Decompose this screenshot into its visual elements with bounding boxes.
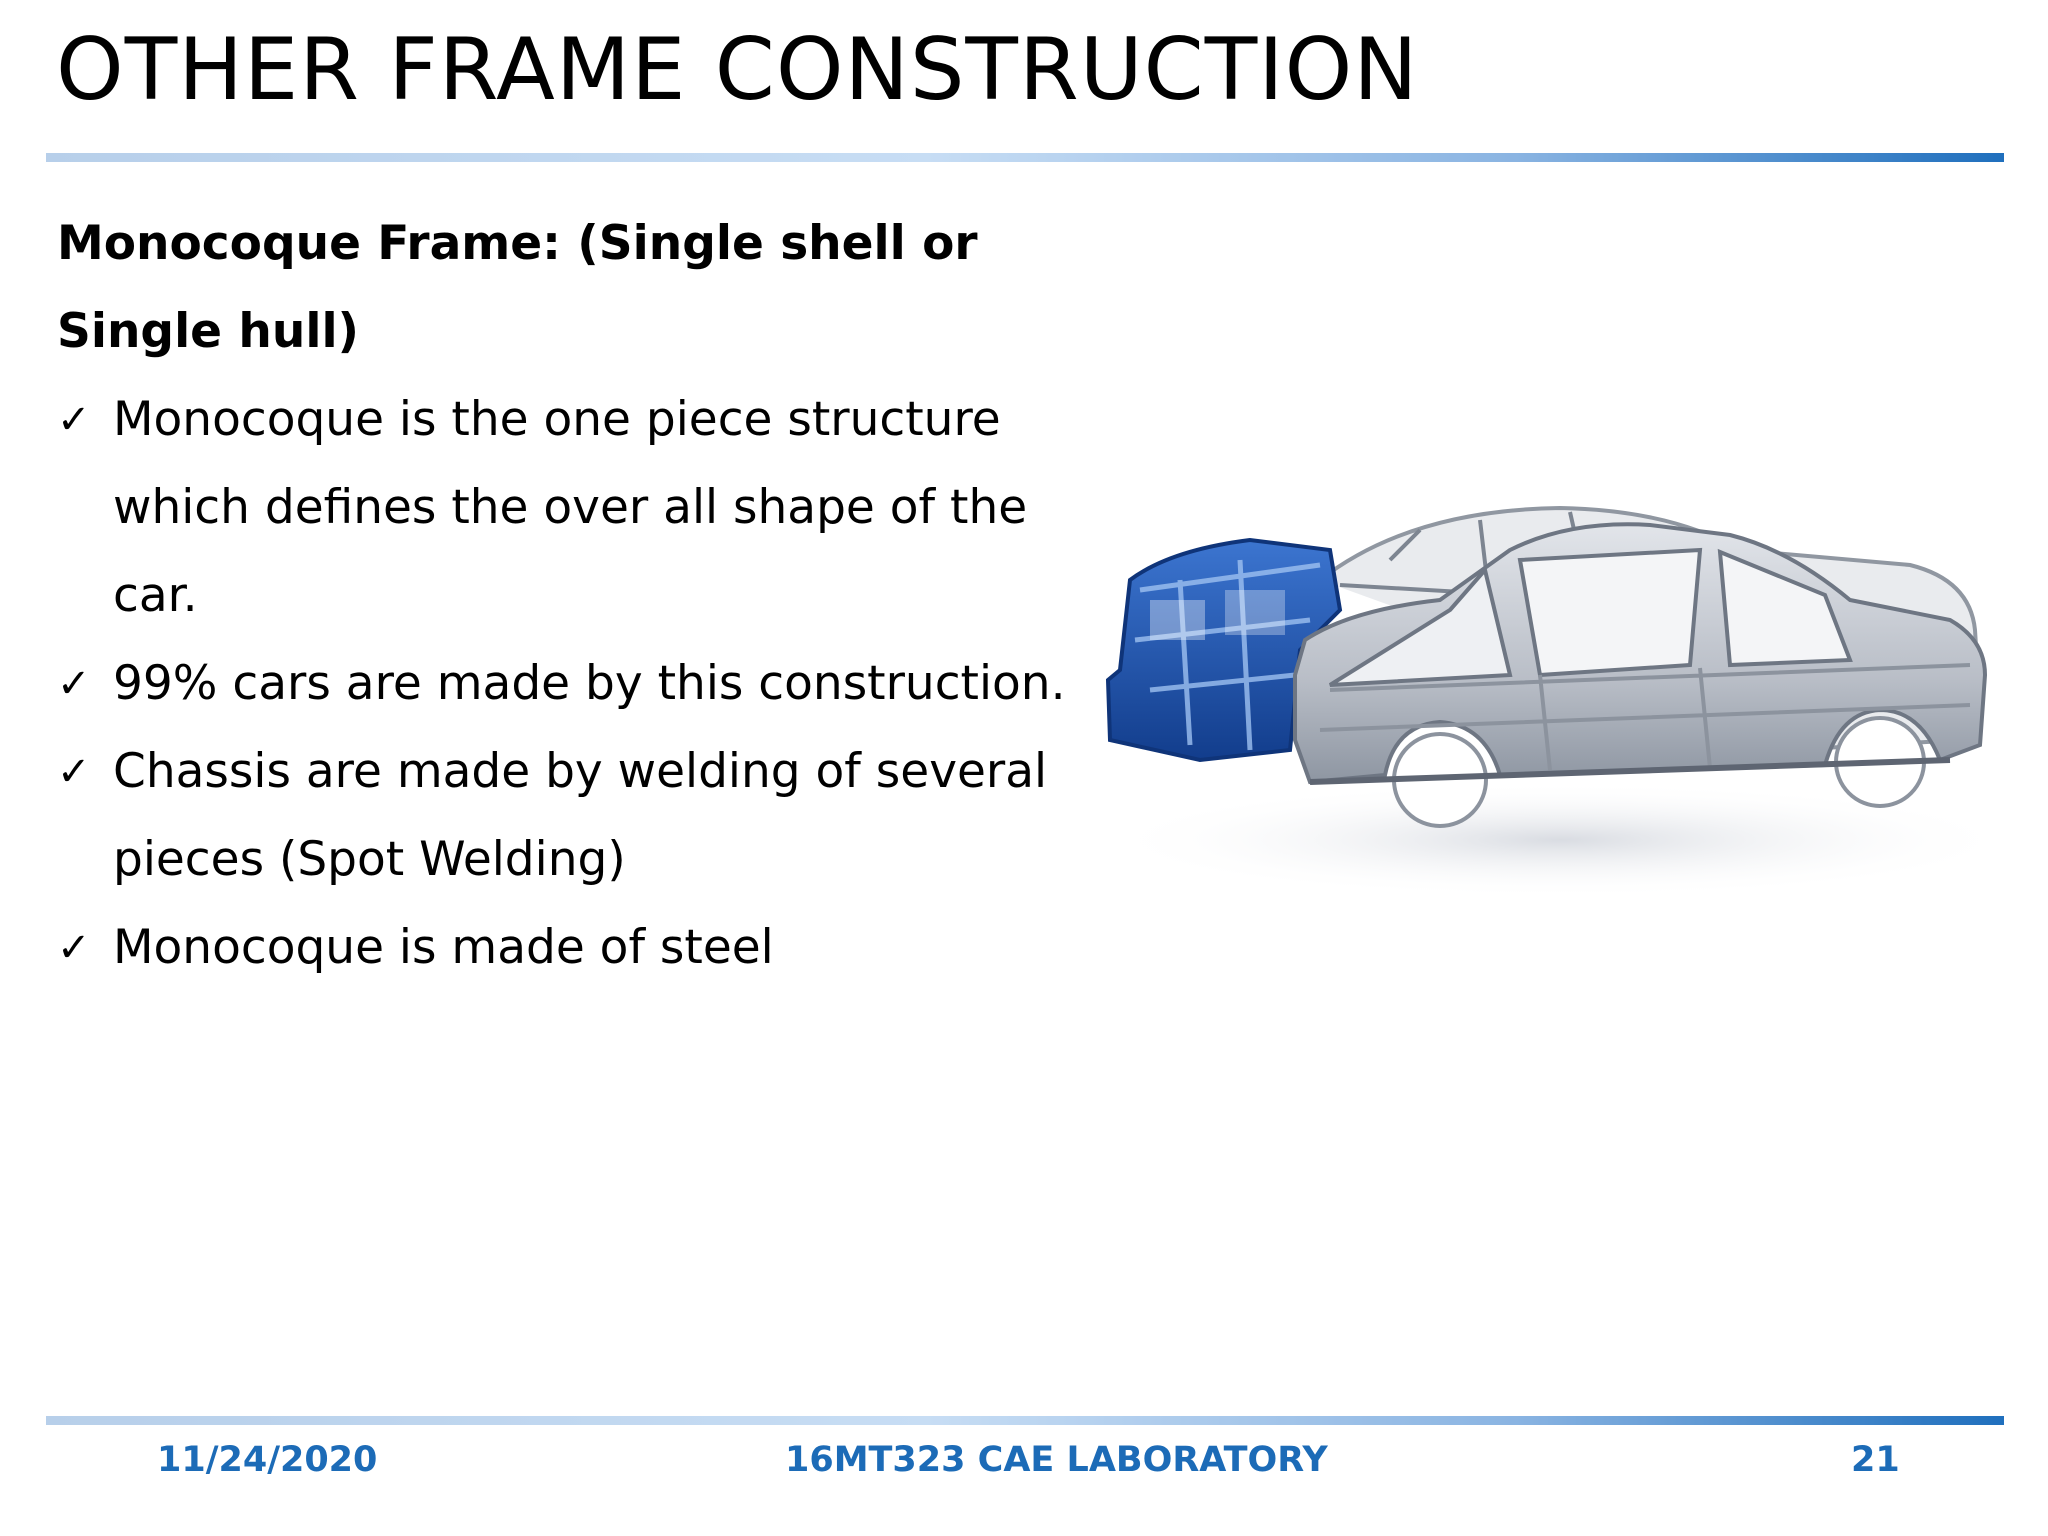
slide-content (57, 200, 1067, 992)
footer-divider (46, 1416, 2004, 1425)
checkmark-icon: ✓ (57, 397, 91, 443)
list-item (57, 728, 1067, 904)
bullet-text: Chassis are made by welding of several pieces (Spot Welding) (113, 744, 1048, 887)
bullet-text: Monocoque is the one piece structure which defines the over all shape of the car. (113, 392, 1028, 623)
monocoque-car-frame-image (1090, 490, 2010, 900)
page-number: 21 (1851, 1440, 1900, 1480)
section-heading: Monocoque Frame: (Single shell or Single hull) (57, 216, 978, 359)
checkmark-icon: ✓ (57, 925, 91, 971)
title-divider (46, 153, 2004, 162)
list-item (57, 904, 1067, 992)
slide-title: OTHER FRAME CONSTRUCTION (56, 20, 1419, 120)
bullet-text: Monocoque is made of steel (113, 920, 774, 975)
bullet-text: 99% cars are made by this construction. (113, 656, 1066, 711)
footer-course-title: 16MT323 CAE LABORATORY (785, 1440, 1328, 1480)
footer-date: 11/24/2020 (157, 1440, 378, 1480)
list-item (57, 640, 1067, 728)
checkmark-icon: ✓ (57, 661, 91, 707)
bullet-list (57, 376, 1067, 992)
checkmark-icon: ✓ (57, 749, 91, 795)
list-item (57, 376, 1067, 640)
